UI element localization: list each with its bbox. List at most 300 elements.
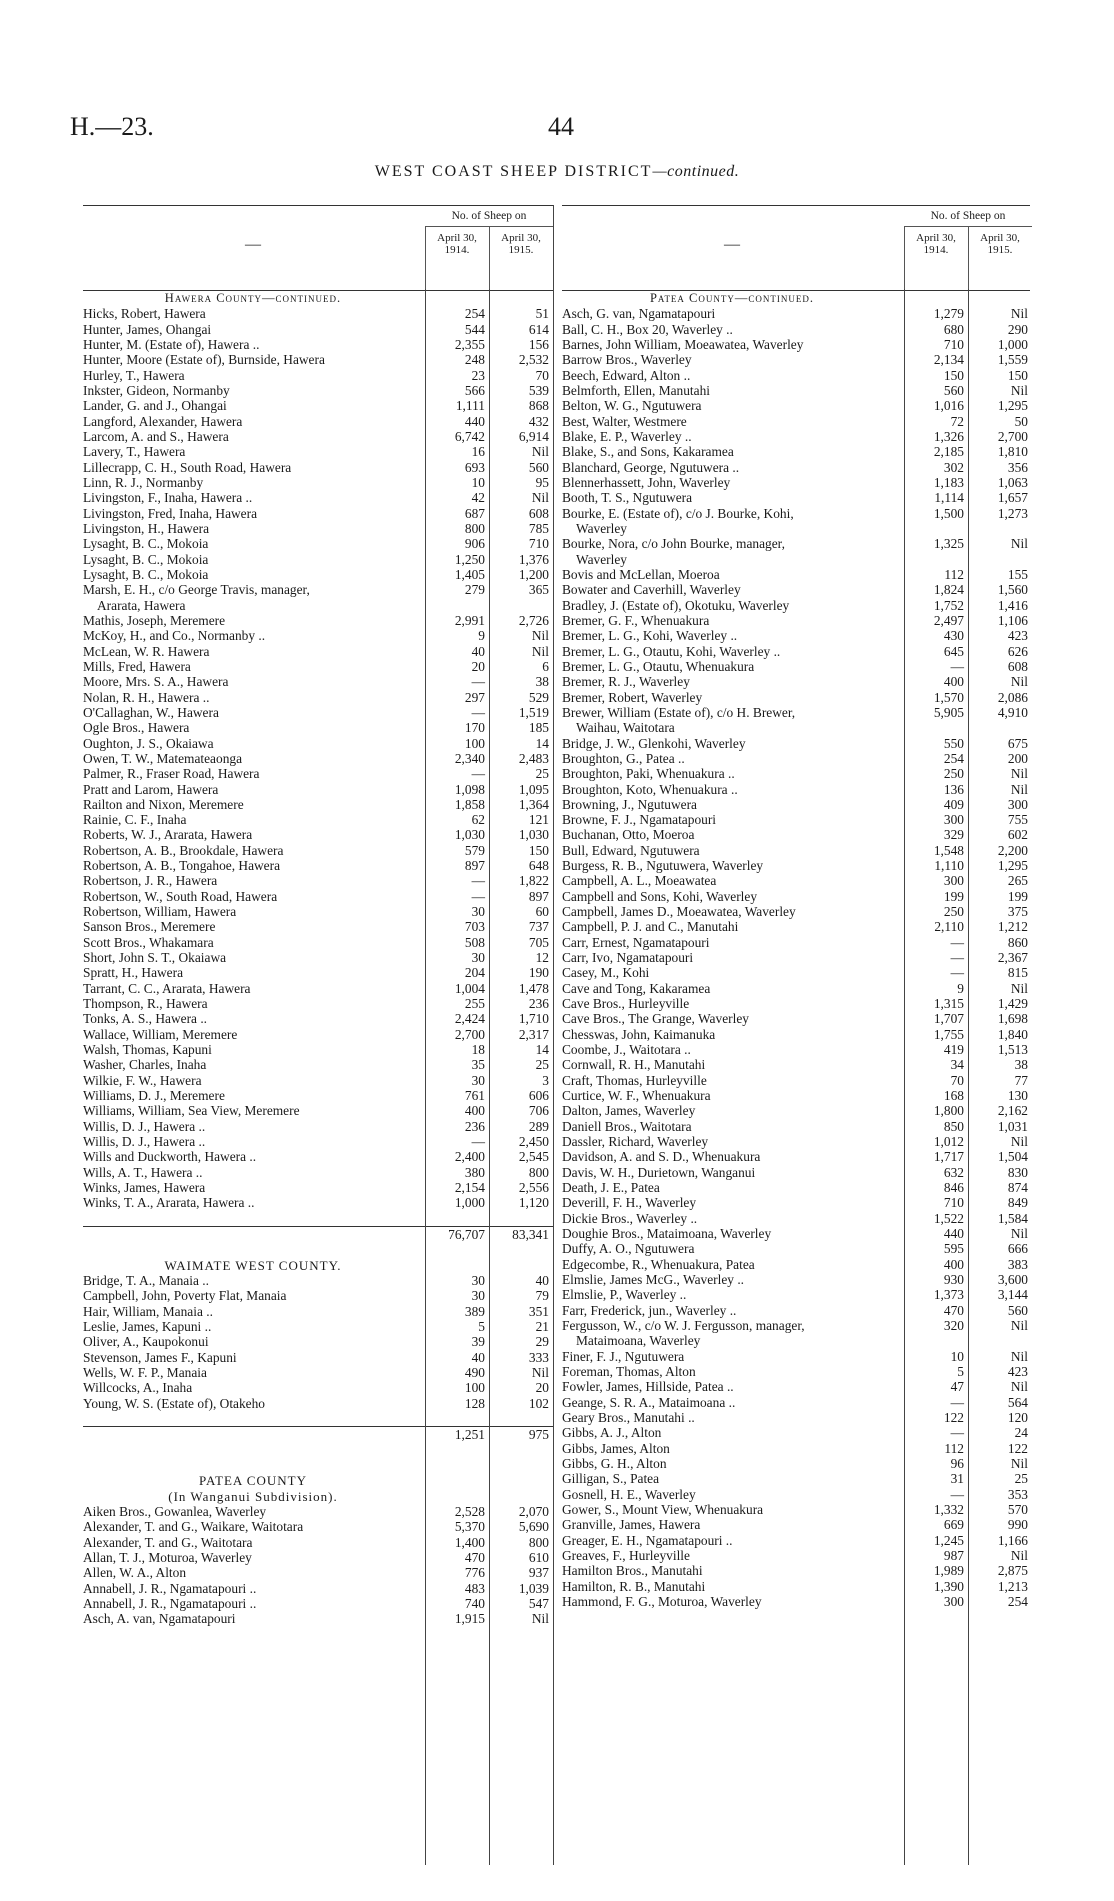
owner-name: Campbell, A. L., Moeawatea	[562, 873, 717, 889]
sheep-1915: Nil	[1010, 1348, 1028, 1364]
table-row	[562, 444, 1030, 459]
owner-name: Elmslie, James McG., Waverley ..	[562, 1272, 745, 1287]
sheep-1914: 2,185	[933, 444, 964, 460]
sheep-1914: 483	[464, 1580, 485, 1596]
sheep-1915: 2,367	[997, 950, 1028, 966]
owner-name: Bremer, Robert, Waverley	[562, 689, 703, 705]
sheep-1914: 16	[471, 444, 485, 460]
owner-name: Casey, M., Kohi	[562, 965, 650, 981]
owner-name: Asch, G. van, Ngamatapouri	[562, 306, 716, 322]
sheep-1914: 5,905	[933, 704, 964, 720]
owner-name: Stevenson, James F., Kapuni	[83, 1349, 237, 1365]
sheep-1914: 595	[943, 1241, 964, 1257]
table-row	[83, 674, 553, 689]
table-row	[562, 1395, 1030, 1410]
table-row	[562, 766, 1030, 781]
table-row	[83, 1195, 553, 1210]
owner-name: Inkster, Gideon, Normanby	[83, 382, 230, 398]
table-row	[562, 1195, 1030, 1210]
sheep-1915: 333	[528, 1349, 549, 1365]
table-row	[562, 536, 1030, 551]
right-sep-a	[904, 289, 905, 1865]
table-row	[83, 536, 553, 551]
table-row	[83, 950, 553, 965]
sheep-1915: Nil	[531, 1611, 549, 1627]
sheep-1914: 297	[464, 689, 485, 705]
owner-name: Campbell, James D., Moeawatea, Waverley	[562, 904, 796, 920]
sheep-1914: 1,111	[455, 398, 485, 414]
sheep-1914: 254	[943, 750, 964, 766]
sheep-1915: 830	[1007, 1164, 1028, 1180]
table-row	[562, 352, 1030, 367]
owner-name: Robertson, A. B., Brookdale, Hawera	[83, 842, 284, 858]
sheep-1914: 440	[943, 1226, 964, 1242]
sheep-1914: 1,858	[454, 796, 485, 812]
sheep-1914: 5	[957, 1363, 964, 1379]
owner-name: Bridge, J. W., Glenkohi, Waverley	[562, 735, 746, 751]
sheep-1915: 1,519	[518, 704, 549, 720]
owner-name: Rainie, C. F., Inaha	[83, 812, 187, 828]
sheep-1915: 666	[1007, 1241, 1028, 1257]
table-row	[83, 475, 553, 490]
table-row	[83, 322, 553, 337]
table-row	[83, 981, 553, 996]
left-sep-a	[425, 289, 426, 1865]
table-row	[562, 1594, 1030, 1609]
sheep-1914: 1,279	[933, 306, 964, 322]
sheep-1914: 1,110	[934, 858, 964, 874]
sheep-1915: 1,822	[518, 873, 549, 889]
owner-name: Cornwall, R. H., Manutahi	[562, 1057, 706, 1073]
table-row	[562, 858, 1030, 873]
owner-name: Annabell, J. R., Ngamatapouri ..	[83, 1595, 257, 1611]
owner-name: Cave and Tong, Kakaramea	[562, 980, 711, 996]
sheep-1915: 353	[1007, 1486, 1028, 1502]
sheep-1914: 897	[464, 858, 485, 874]
owner-name: Gilligan, S., Patea	[562, 1471, 660, 1487]
sheep-1915: 12	[535, 950, 549, 966]
owner-name: Barnes, John William, Moeawatea, Waverley	[562, 336, 804, 352]
sheep-1914: 23	[471, 367, 485, 383]
owner-name: Willis, D. J., Hawera ..	[83, 1134, 206, 1150]
owner-name: Farr, Frederick, jun., Waverley ..	[562, 1302, 737, 1318]
sheep-1914: 560	[943, 382, 964, 398]
table-row	[83, 797, 553, 812]
owner-name: Livingston, F., Inaha, Hawera ..	[83, 490, 253, 506]
sheep-1915: 1,478	[518, 980, 549, 996]
table-row	[83, 1396, 553, 1411]
sheep-1915: 236	[528, 996, 549, 1012]
owner-name: Alexander, T. and G., Waitotara	[83, 1534, 253, 1550]
table-row	[562, 1303, 1030, 1318]
owner-name: Bourke, Nora, c/o John Bourke, manager,	[562, 536, 785, 552]
table-row	[83, 919, 553, 934]
owner-name: Bowater and Caverhill, Waverley	[562, 582, 741, 598]
sheep-1914: 30	[471, 1288, 485, 1304]
sheep-1915: 29	[535, 1334, 549, 1350]
sheep-1915: Nil	[1010, 1226, 1028, 1242]
sheep-1915: 1,273	[997, 505, 1028, 521]
sheep-1914: 1,405	[454, 566, 485, 582]
table-row	[562, 1333, 1030, 1348]
owner-name: Hair, William, Manaia ..	[83, 1303, 213, 1319]
table-row	[83, 1504, 553, 1519]
owner-name: Blake, S., and Sons, Kakaramea	[562, 444, 734, 460]
owner-name: Buchanan, Otto, Moeroa	[562, 827, 695, 843]
sheep-1915: 560	[1007, 1302, 1028, 1318]
sheep-1914: 150	[943, 367, 964, 383]
sheep-1915: 1,376	[518, 551, 549, 567]
sheep-1915: Nil	[531, 490, 549, 506]
table-row	[562, 1349, 1030, 1364]
table-row	[83, 812, 553, 827]
table-row	[562, 567, 1030, 582]
owner-name: Campbell and Sons, Kohi, Waverley	[562, 888, 758, 904]
header-dash: —	[245, 236, 261, 253]
sheep-1914: 409	[943, 796, 964, 812]
table-row	[83, 1011, 553, 1026]
owner-name: Mataimoana, Waverley	[576, 1333, 701, 1349]
sheep-1915: 1,810	[997, 444, 1028, 460]
sheep-1914: 1,755	[933, 1026, 964, 1042]
owner-name: Hammond, F. G., Moturoa, Waverley	[562, 1593, 762, 1609]
sheep-1914: 100	[464, 735, 485, 751]
sheep-1914: 1,915	[454, 1611, 485, 1627]
sheep-1914: 1,004	[454, 980, 485, 996]
table-row	[562, 1011, 1030, 1026]
column-divider	[553, 205, 554, 1865]
sheep-1914: 710	[943, 336, 964, 352]
sheep-1915: 79	[535, 1288, 549, 1304]
owner-name: Geary Bros., Manutahi ..	[562, 1409, 695, 1425]
table-row	[562, 414, 1030, 429]
sheep-1915: 2,532	[518, 352, 549, 368]
owner-name: Lavery, T., Hawera	[83, 444, 186, 460]
sheep-1915: 1,295	[997, 398, 1028, 414]
table-row	[562, 1471, 1030, 1486]
table-row	[83, 751, 553, 766]
table-row	[562, 1563, 1030, 1578]
table-row	[562, 797, 1030, 812]
owner-name: Hurley, T., Hawera	[83, 367, 185, 383]
owner-name: Cave Bros., Hurleyville	[562, 996, 690, 1012]
sheep-1915: 24	[1014, 1425, 1028, 1441]
table-row	[83, 444, 553, 459]
table-row	[562, 429, 1030, 444]
sheep-1915: 122	[1007, 1440, 1028, 1456]
sheep-1914: 10	[950, 1348, 964, 1364]
owner-name: Winks, T. A., Ararata, Hawera ..	[83, 1195, 255, 1211]
sheep-1914: 250	[943, 904, 964, 920]
title-main: WEST COAST SHEEP DISTRICT	[374, 163, 653, 180]
sheep-1915: 83,341	[512, 1227, 549, 1243]
owner-name: Fergusson, W., c/o W. J. Fergusson, manager,	[562, 1317, 805, 1333]
sheep-1914: 930	[943, 1272, 964, 1287]
sheep-1915: Nil	[1010, 1317, 1028, 1333]
table-row	[83, 1334, 553, 1349]
owner-name: Browning, J., Ngutuwera	[562, 796, 698, 812]
sheep-1914: 72	[950, 413, 964, 429]
table-row	[562, 1441, 1030, 1456]
sheep-1915: 150	[528, 842, 549, 858]
sheep-1914: 255	[464, 996, 485, 1012]
owner-name: Linn, R. J., Normanby	[83, 474, 204, 490]
sheep-1915: Nil	[531, 628, 549, 644]
sheep-1914: 1,752	[933, 597, 964, 613]
sheep-1914: 254	[464, 306, 485, 322]
table-row	[83, 827, 553, 842]
sheep-1914: —	[950, 965, 964, 981]
sheep-1915: 25	[1014, 1471, 1028, 1487]
owner-name: Davidson, A. and S. D., Whenuakura	[562, 1149, 761, 1165]
sheep-1914: 710	[943, 1195, 964, 1211]
sheep-1915: 800	[528, 1534, 549, 1550]
sheep-1914: 470	[464, 1549, 485, 1565]
table-row	[562, 306, 1030, 321]
owner-name: Dalton, James, Waverley	[562, 1103, 696, 1119]
sheep-1914: 10	[471, 474, 485, 490]
sheep-1915: 675	[1007, 735, 1028, 751]
sheep-1914: 1,332	[933, 1501, 964, 1517]
owner-name: Campbell, John, Poverty Flat, Manaia	[83, 1288, 287, 1304]
sheep-1914: 30	[471, 950, 485, 966]
table-row	[562, 919, 1030, 934]
table-row	[83, 1027, 553, 1042]
sheep-1914: 204	[464, 965, 485, 981]
sheep-1914: 400	[464, 1103, 485, 1119]
sheep-1914: —	[950, 1486, 964, 1502]
sheep-1915: 383	[1007, 1256, 1028, 1272]
sheep-1914: 703	[464, 919, 485, 935]
table-row	[83, 1380, 553, 1395]
owner-name: Wilkie, F. W., Hawera	[83, 1072, 202, 1088]
table-row	[562, 1165, 1030, 1180]
sheep-1915: 626	[1007, 643, 1028, 659]
owner-name: Moore, Mrs. S. A., Hawera	[83, 674, 229, 690]
owner-name: Spratt, H., Hawera	[83, 965, 184, 981]
table-row	[83, 337, 553, 352]
table-row	[562, 674, 1030, 689]
sheep-1915: 648	[528, 858, 549, 874]
sheep-1915: 1,200	[518, 566, 549, 582]
sheep-1914: 1,030	[454, 827, 485, 843]
sheep-1914: 1,548	[933, 842, 964, 858]
sheep-1914: 740	[464, 1595, 485, 1611]
table-row	[562, 1057, 1030, 1072]
table-row	[83, 705, 553, 720]
owner-name: Nolan, R. H., Hawera ..	[83, 689, 210, 705]
owner-name: Dickie Bros., Waverley ..	[562, 1210, 698, 1226]
sheep-1914: 248	[464, 352, 485, 368]
table-row	[562, 950, 1030, 965]
owner-name: Waihau, Waitotara	[576, 720, 675, 736]
sheep-1914: 1,390	[933, 1578, 964, 1594]
sheep-1915: 265	[1007, 873, 1028, 889]
header-group: No. of Sheep on	[451, 210, 527, 222]
table-row	[562, 490, 1030, 505]
owner-name: Deverill, F. H., Waverley	[562, 1195, 697, 1211]
table-row	[83, 1119, 553, 1134]
owner-name: Hicks, Robert, Hawera	[83, 306, 206, 322]
sheep-1914: 508	[464, 934, 485, 950]
table-row	[83, 429, 553, 444]
table-row	[83, 858, 553, 873]
owner-name: Short, John S. T., Okaiawa	[83, 950, 227, 966]
sheep-1914: 70	[950, 1072, 964, 1088]
sheep-1914: 31	[950, 1471, 964, 1487]
sheep-1915: 1,095	[518, 781, 549, 797]
sheep-1915: 254	[1007, 1593, 1028, 1609]
table-row	[83, 1073, 553, 1088]
table-row	[83, 1319, 553, 1334]
owner-name: Leslie, James, Kapuni ..	[83, 1318, 212, 1334]
owner-name: Aiken Bros., Gowanlea, Waverley	[83, 1503, 267, 1519]
table-row	[562, 873, 1030, 888]
owner-name: Lysaght, B. C., Mokoia	[83, 566, 209, 582]
sheep-1915: Nil	[531, 1364, 549, 1380]
sheep-1915: 199	[1007, 888, 1028, 904]
owner-name: Broughton, G., Patea ..	[562, 750, 685, 766]
owner-name: Patea County—continued.	[649, 291, 815, 305]
sheep-1914: 761	[464, 1088, 485, 1104]
table-row	[83, 1519, 553, 1534]
spacer-row	[83, 1211, 553, 1226]
sheep-1915: 6	[542, 658, 549, 674]
table-row	[562, 690, 1030, 705]
owner-name: Fowler, James, Hillside, Patea ..	[562, 1379, 734, 1395]
sheep-1914: —	[471, 873, 485, 889]
table-row	[562, 521, 1030, 536]
owner-name: Marsh, E. H., c/o George Travis, manager,	[83, 582, 310, 598]
sheep-1915: 2,545	[518, 1149, 549, 1165]
sheep-1914: 544	[464, 321, 485, 337]
table-row	[83, 1103, 553, 1118]
sheep-1914: 35	[471, 1057, 485, 1073]
table-row	[83, 644, 553, 659]
table-row	[562, 337, 1030, 352]
owner-name: WAIMATE WEST COUNTY.	[164, 1257, 342, 1273]
sheep-1915: 1,166	[997, 1532, 1028, 1548]
table-row	[83, 567, 553, 582]
sheep-1914: 1,326	[933, 428, 964, 444]
table-row	[83, 736, 553, 751]
table-row	[562, 1579, 1030, 1594]
table-row	[562, 1287, 1030, 1302]
sheep-1914: 2,134	[933, 352, 964, 368]
sheep-1915: 2,070	[518, 1503, 549, 1519]
sheep-1914: 96	[950, 1455, 964, 1471]
sheep-1915: 25	[535, 1057, 549, 1073]
sheep-1915: 289	[528, 1118, 549, 1134]
sheep-1914: 669	[943, 1517, 964, 1533]
owner-name: Finer, F. J., Ngutuwera	[562, 1348, 685, 1364]
sheep-1915: Nil	[1010, 1455, 1028, 1471]
owner-name: Waverley	[576, 551, 627, 567]
sheep-1915: 2,700	[997, 428, 1028, 444]
right-table	[562, 205, 1030, 1609]
owner-name: Lander, G. and J., Ohangai	[83, 398, 227, 414]
table-row	[83, 1088, 553, 1103]
sheep-1914: 1,000	[454, 1195, 485, 1211]
sheep-1915: 3	[542, 1072, 549, 1088]
sheep-1914: 1,989	[933, 1563, 964, 1579]
sheep-1914: —	[950, 1425, 964, 1441]
sheep-1915: Nil	[531, 444, 549, 460]
sheep-1915: Nil	[1010, 382, 1028, 398]
sheep-1914: —	[950, 934, 964, 950]
sheep-1914: 490	[464, 1364, 485, 1380]
owner-name: Winks, James, Hawera	[83, 1180, 206, 1196]
sheep-1915: 1,031	[997, 1118, 1028, 1134]
table-row	[83, 1180, 553, 1195]
table-row	[562, 1487, 1030, 1502]
sheep-1915: 95	[535, 474, 549, 490]
left-sep-b	[489, 289, 490, 1865]
owner-name: Alexander, T. and G., Waikare, Waitotara	[83, 1519, 304, 1535]
sheep-1914: 39	[471, 1334, 485, 1350]
sheep-1914: 1,245	[933, 1532, 964, 1548]
owner-name: Bridge, T. A., Manaia ..	[83, 1273, 209, 1288]
sheep-1914: 470	[943, 1302, 964, 1318]
table-row	[83, 521, 553, 536]
sheep-1914: 34	[950, 1057, 964, 1073]
sheep-1914: 329	[943, 827, 964, 843]
sheep-1915: 1,063	[997, 474, 1028, 490]
owner-name: Belmforth, Ellen, Manutahi	[562, 382, 711, 398]
owner-name: Death, J. E., Patea	[562, 1180, 660, 1196]
table-row	[83, 1365, 553, 1380]
owner-name: Lysaght, B. C., Mokoia	[83, 551, 209, 567]
header-group: No. of Sheep on	[930, 210, 1006, 222]
owner-name: Allen, W. A., Alton	[83, 1565, 187, 1581]
owner-name: PATEA COUNTY	[199, 1473, 307, 1489]
table-row	[562, 613, 1030, 628]
sheep-1914: 250	[943, 766, 964, 782]
sheep-1915: 3,600	[997, 1272, 1028, 1287]
owner-name: Palmer, R., Fraser Road, Hawera	[83, 766, 260, 782]
sheep-1915: 860	[1007, 934, 1028, 950]
sheep-1914: 1,315	[933, 996, 964, 1012]
sheep-1915: 3,144	[997, 1287, 1028, 1303]
table-row	[83, 613, 553, 628]
sheep-1915: Nil	[1010, 1379, 1028, 1395]
sheep-1915: 290	[1007, 321, 1028, 337]
table-row	[83, 1611, 553, 1626]
table-row	[562, 1134, 1030, 1149]
owner-name: Doughie Bros., Mataimoana, Waverley	[562, 1226, 772, 1242]
table-row	[562, 1533, 1030, 1548]
owner-name: Coombe, J., Waitotara ..	[562, 1042, 691, 1058]
sheep-1914: 680	[943, 321, 964, 337]
table-row	[562, 322, 1030, 337]
sheep-1915: 560	[528, 459, 549, 475]
owner-name: Hunter, M. (Estate of), Hawera ..	[83, 336, 260, 352]
header-col-1915: April 30, 1915.	[501, 232, 541, 256]
sheep-1914: 430	[943, 628, 964, 644]
header-col-1914: April 30, 1914.	[437, 232, 477, 256]
sheep-1914: 2,497	[933, 612, 964, 628]
sheep-1915: Nil	[1010, 536, 1028, 552]
sheep-1914: 2,355	[454, 336, 485, 352]
sheep-1914: 645	[943, 643, 964, 659]
table-row	[83, 996, 553, 1011]
sheep-1914: —	[471, 888, 485, 904]
table-row	[562, 1410, 1030, 1425]
table-row	[562, 965, 1030, 980]
table-row	[83, 1149, 553, 1164]
sheep-1915: 1,416	[997, 597, 1028, 613]
sheep-1915: 423	[1007, 1363, 1028, 1379]
